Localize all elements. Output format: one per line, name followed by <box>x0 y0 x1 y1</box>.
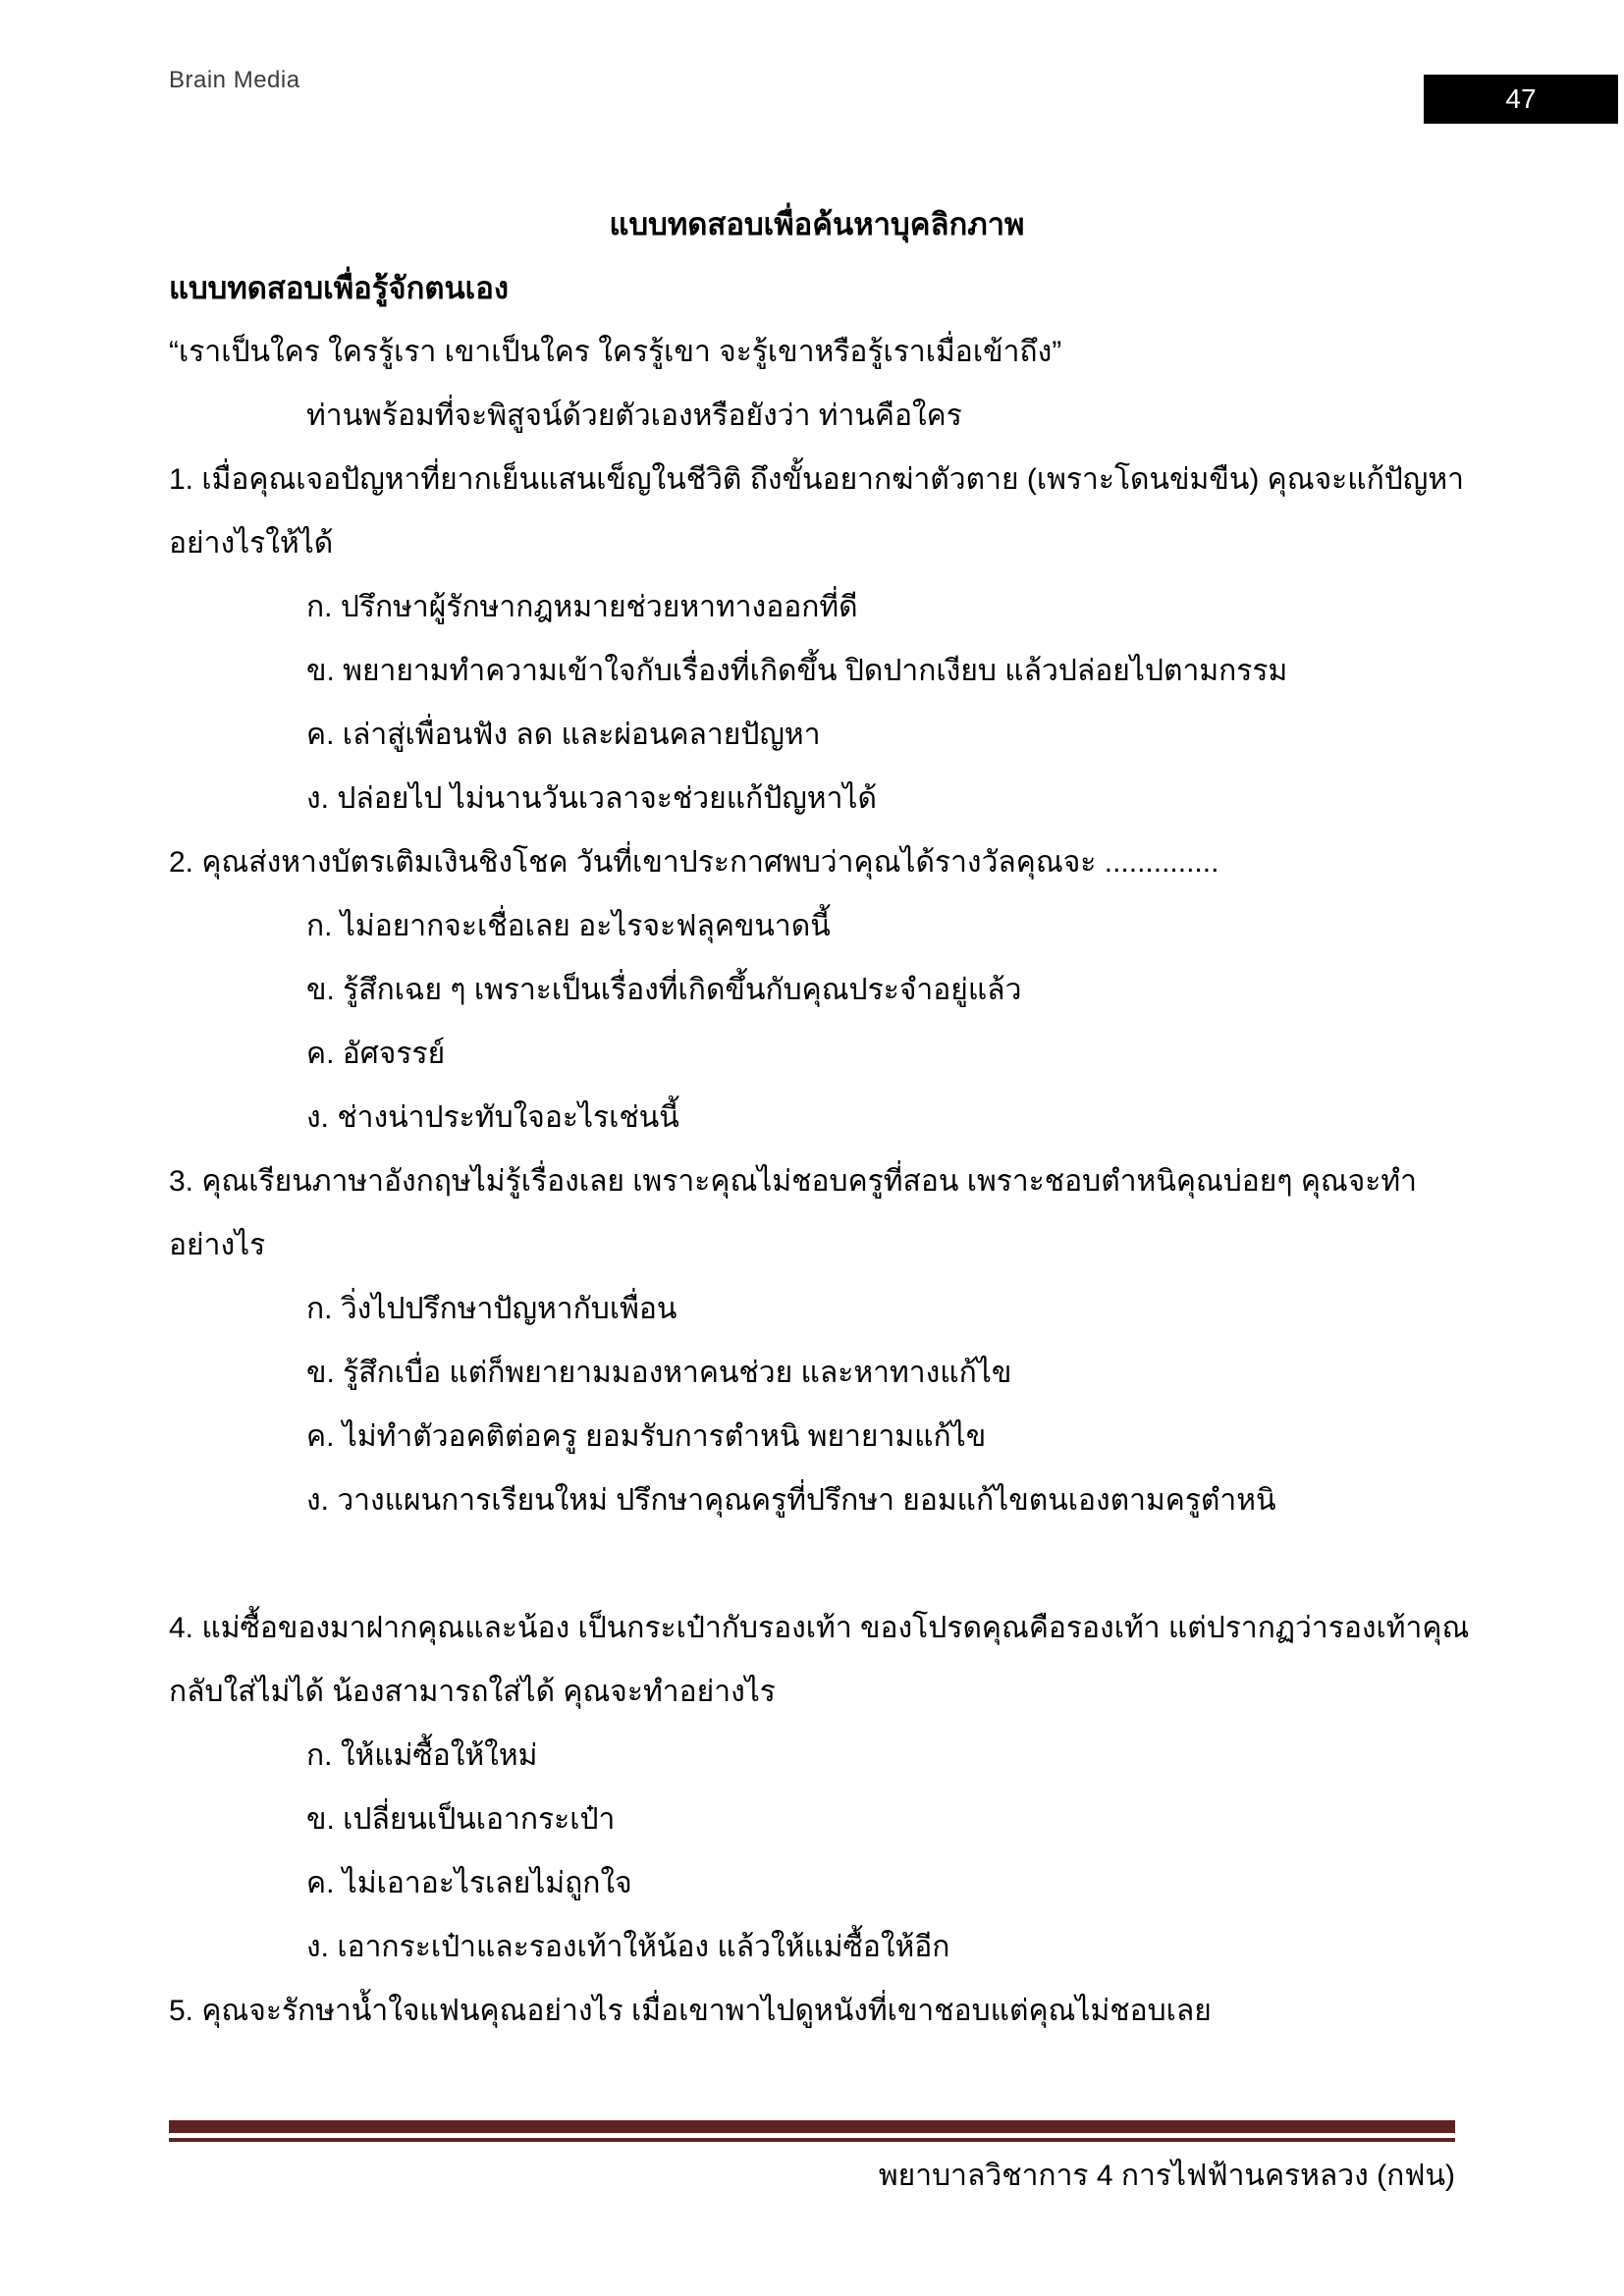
footer-rule-thin <box>169 2138 1455 2142</box>
answer-option: ง. เอากระเป๋าและรองเท้าให้น้อง แล้วให้แม่ซื้อให้อีก <box>306 1931 950 1963</box>
question-block <box>169 830 1465 1149</box>
question-text: 1. เมื่อคุณเจอปัญหาที่ยากเย็นแสนเข็ญในชีวิติ ถึงขั้นอยากฆ่าตัวตาย (เพราะโดนข่มขืน) คุณจะแก้ปัญหา <box>169 463 1464 496</box>
answer-option: ข. พยายามทำความเข้าใจกับเรื่องที่เกิดขึ้น ปิดปากเงียบ แล้วปล่อยไปตามกรรม <box>306 655 1288 687</box>
answer-option: ก. วิ่งไปปรึกษาปัญหากับเพื่อน <box>306 1293 677 1325</box>
answer-option: ก. ปรึกษาผู้รักษากฎหมายช่วยหาทางออกที่ดี <box>306 591 858 623</box>
answer-option: ค. อัศจรรย์ <box>306 1038 446 1070</box>
question-text-continued: กลับใส่ไม่ได้ น้องสามารถใส่ได้ คุณจะทำอย่างไร <box>169 1676 776 1708</box>
answer-option: ง. ช่างน่าประทับใจอะไรเช่นนี้ <box>306 1101 679 1134</box>
footer-rule-thick <box>169 2120 1455 2133</box>
document-content <box>169 192 1470 2043</box>
question-block <box>169 448 1465 830</box>
brand-label: Brain Media <box>169 67 300 93</box>
answer-option: ค. ไม่ทำตัวอคติต่อครู ยอมรับการตำหนิ พยายามแก้ไข <box>306 1420 987 1453</box>
answer-option: ข. รู้สึกเบื่อ แต่ก็พยายามมองหาคนช่วย และหาทางแก้ไข <box>306 1357 1012 1389</box>
footer-credit: พยาบาลวิชาการ 4 การไฟฟ้านครหลวง (กฟน) <box>878 2160 1455 2192</box>
question-block <box>169 1979 1465 2043</box>
answer-option: ก. ให้แม่ซื้อให้ใหม่ <box>306 1739 538 1772</box>
answer-option: ข. รู้สึกเฉย ๆ เพราะเป็นเรื่องที่เกิดขึ้นกับคุณประจำอยู่แล้ว <box>306 974 1022 1006</box>
questions-container <box>169 448 1470 2043</box>
page-number-badge: 47 <box>1424 75 1618 124</box>
quote-line: “เราเป็นใคร ใครรู้เรา เขาเป็นใคร ใครรู้เขา จะรู้เขาหรือรู้เราเมื่อเข้าถึง” <box>169 336 1062 368</box>
question-text-continued: อย่างไร <box>169 1229 266 1261</box>
tagline: ท่านพร้อมที่จะพิสูจน์ด้วยตัวเองหรือยังว่า ท่านคือใคร <box>306 400 962 432</box>
question-text: 2. คุณส่งหางบัตรเติมเงินชิงโชค วันที่เขาประกาศพบว่าคุณได้รางวัลคุณจะ .............. <box>169 846 1219 879</box>
answer-option: ข. เปลี่ยนเป็นเอากระเป๋า <box>306 1803 616 1836</box>
answer-option: ง. วางแผนการเรียนใหม่ ปรึกษาคุณครูที่ปรึกษา ยอมแก้ไขตนเองตามครูตำหนิ <box>306 1484 1276 1517</box>
question-text: 5. คุณจะรักษาน้ำใจแฟนคุณอย่างไร เมื่อเขาพาไปดูหนังที่เขาชอบแต่คุณไม่ชอบเลย <box>169 1995 1212 2027</box>
question-block <box>169 1596 1470 1979</box>
answer-option: ง. ปล่อยไป ไม่นานวันเวลาจะช่วยแก้ปัญหาได้ <box>306 782 877 815</box>
page-title: แบบทดสอบเพื่อค้นหาบุคลิกภาพ <box>609 207 1025 241</box>
section-heading: แบบทดสอบเพื่อรู้จักตนเอง <box>169 271 510 305</box>
answer-option: ค. ไม่เอาอะไรเลยไม่ถูกใจ <box>306 1867 632 1899</box>
question-text-continued: อย่างไรให้ได้ <box>169 527 334 560</box>
answer-option: ค. เล่าสู่เพื่อนฟัง ลด และผ่อนคลายปัญหา <box>306 719 821 751</box>
question-text: 4. แม่ซื้อของมาฝากคุณและน้อง เป็นกระเป๋ากับรองเท้า ของโปรดคุณคือรองเท้า แต่ปรากฏว่ารองเท้าคุณ <box>169 1612 1470 1644</box>
question-text: 3. คุณเรียนภาษาอังกฤษไม่รู้เรื่องเลย เพราะคุณไม่ชอบครูที่สอน เพราะชอบตำหนิคุณบ่อยๆ คุณจะทำ <box>169 1165 1418 1198</box>
answer-option: ก. ไม่อยากจะเชื่อเลย อะไรจะฟลุคขนาดนี้ <box>306 910 831 942</box>
question-block <box>169 1149 1465 1532</box>
